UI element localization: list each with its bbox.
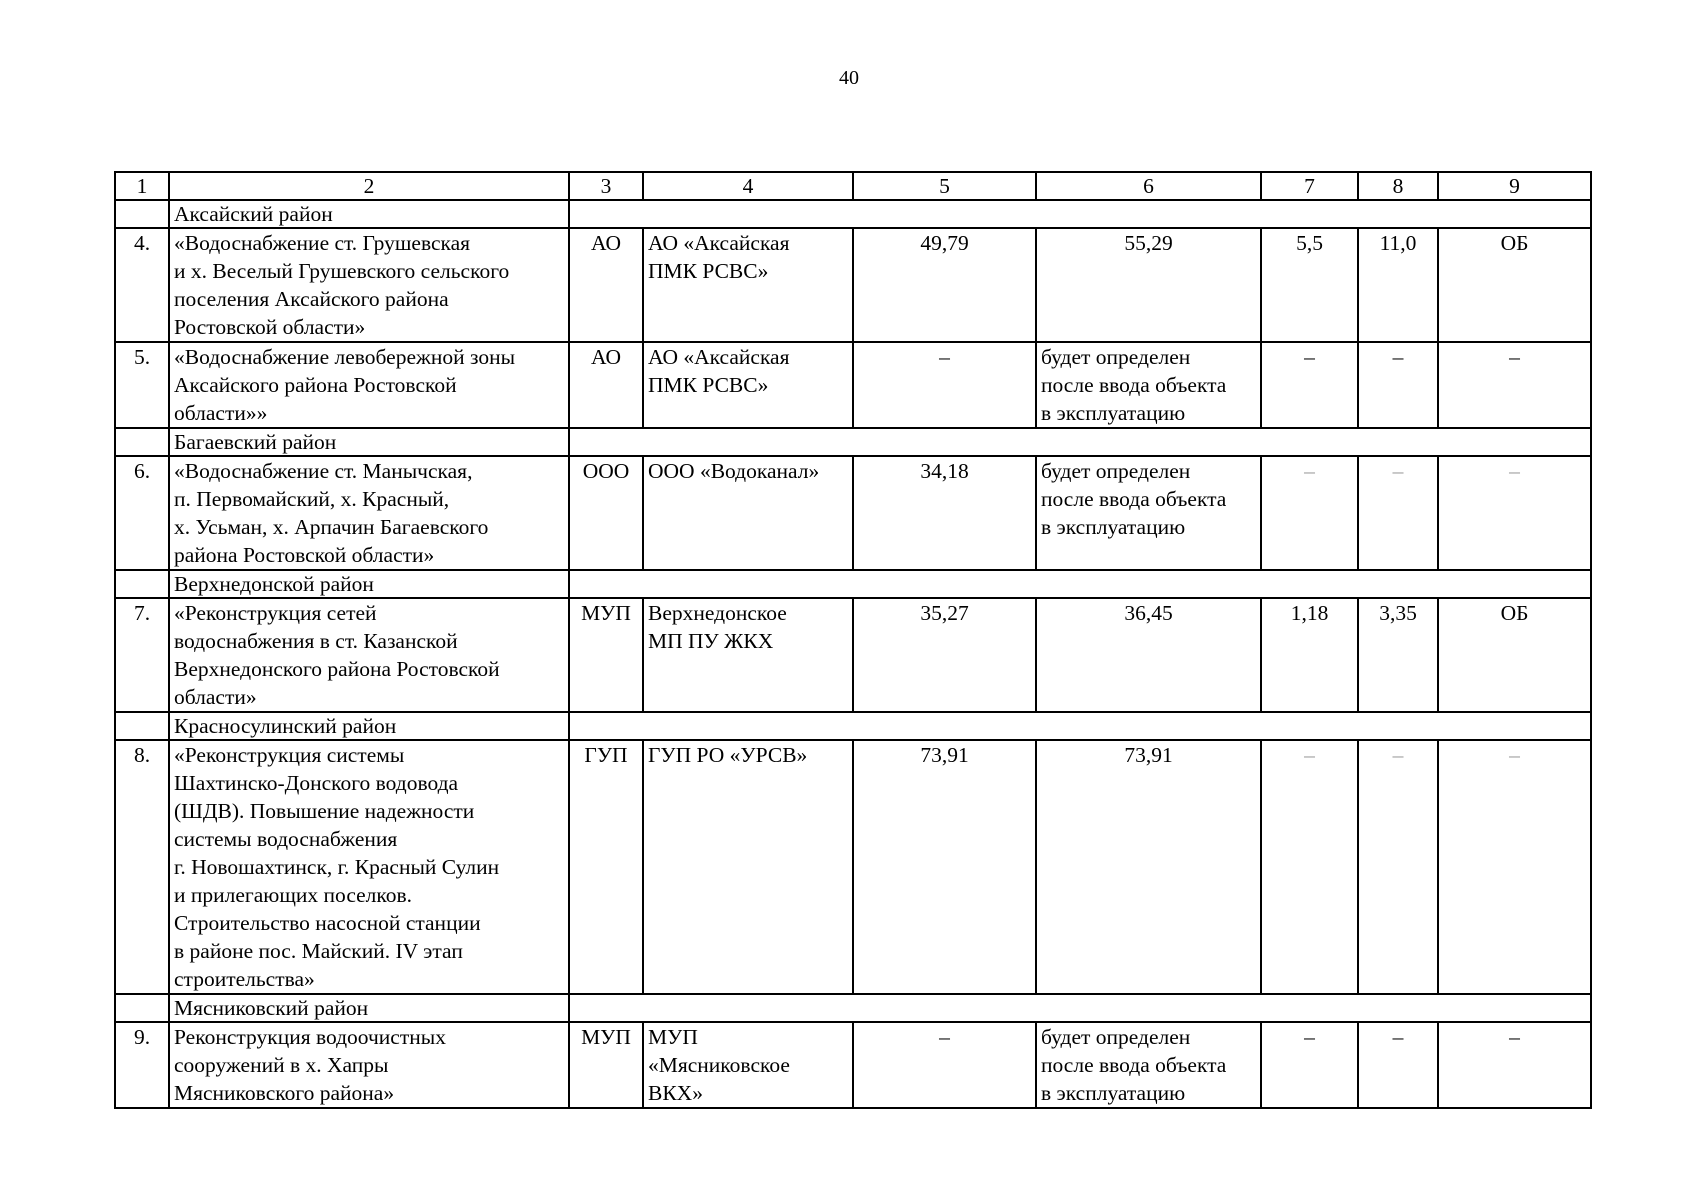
table-row [115, 228, 1591, 342]
column-header: 1 [115, 172, 169, 200]
row-number: 9. [115, 1022, 169, 1108]
organization-line: АО «Аксайская [648, 345, 790, 369]
object-name-line: «Водоснабжение ст. Грушевская [174, 231, 471, 255]
object-name-line: х. Усьман, х. Арпачин Багаевского [174, 515, 489, 539]
value-col-6 [1036, 740, 1261, 994]
object-name-line: «Реконструкция системы [174, 743, 405, 767]
object-name-line: строительства» [174, 967, 315, 991]
object-name [169, 598, 569, 712]
district-empty-cell [115, 428, 169, 456]
district-name: Мясниковский район [169, 994, 569, 1022]
object-name-line: в районе пос. Майский. IV этап [174, 939, 463, 963]
district-empty-cell [115, 570, 169, 598]
column-header: 5 [853, 172, 1036, 200]
value-col-8: 3,35 [1358, 598, 1438, 712]
value-col-7: – [1261, 740, 1358, 994]
district-empty-span [569, 570, 1591, 598]
object-name [169, 740, 569, 994]
value-col-8: – [1358, 1022, 1438, 1108]
district-name: Багаевский район [169, 428, 569, 456]
funding-source: – [1438, 456, 1591, 570]
object-name-line: и прилегающих поселков. [174, 883, 413, 907]
object-name [169, 1022, 569, 1108]
column-header: 3 [569, 172, 643, 200]
value-col-8: 11,0 [1358, 228, 1438, 342]
table-body [115, 172, 1591, 1108]
organization [643, 342, 853, 428]
object-name [169, 342, 569, 428]
organization-line: ВКХ» [648, 1081, 703, 1105]
org-type: ООО [569, 456, 643, 570]
value-col-5: 49,79 [853, 228, 1036, 342]
value-col-5: – [853, 1022, 1036, 1108]
table-row [115, 342, 1591, 428]
district-empty-cell [115, 994, 169, 1022]
row-number: 6. [115, 456, 169, 570]
organization-line: «Мясниковское [648, 1053, 790, 1077]
value-col-8: – [1358, 740, 1438, 994]
district-empty-span [569, 200, 1591, 228]
object-name-line: области» [174, 685, 257, 709]
column-header: 9 [1438, 172, 1591, 200]
object-name-line: Верхнедонского района Ростовской [174, 657, 500, 681]
investment-table [114, 171, 1592, 1109]
value-col-6 [1036, 598, 1261, 712]
value-col-6-line: в эксплуатацию [1041, 401, 1186, 425]
object-name-line: района Ростовской области» [174, 543, 435, 567]
object-name [169, 456, 569, 570]
object-name-line: системы водоснабжения [174, 827, 398, 851]
funding-source: – [1438, 1022, 1591, 1108]
table-row [115, 598, 1591, 712]
value-col-6 [1036, 456, 1261, 570]
column-header: 2 [169, 172, 569, 200]
object-name [169, 228, 569, 342]
organization [643, 1022, 853, 1108]
organization [643, 228, 853, 342]
organization-line: ГУП РО «УРСВ» [648, 743, 808, 767]
value-col-8: – [1358, 456, 1438, 570]
value-col-7: – [1261, 456, 1358, 570]
column-header: 4 [643, 172, 853, 200]
object-name-line: «Водоснабжение левобережной зоны [174, 345, 516, 369]
value-col-7: – [1261, 1022, 1358, 1108]
object-name-line: «Водоснабжение ст. Манычская, [174, 459, 473, 483]
column-header: 6 [1036, 172, 1261, 200]
value-col-6 [1036, 1022, 1261, 1108]
district-name: Красносулинский район [169, 712, 569, 740]
object-name-line: г. Новошахтинск, г. Красный Сулин [174, 855, 500, 879]
row-number: 4. [115, 228, 169, 342]
column-header: 7 [1261, 172, 1358, 200]
object-name-line: сооружений в х. Хапры [174, 1053, 389, 1077]
funding-source: ОБ [1438, 598, 1591, 712]
object-name-line: Реконструкция водоочистных [174, 1025, 446, 1049]
district-row [115, 994, 1591, 1022]
org-type: МУП [569, 1022, 643, 1108]
object-name-line: п. Первомайский, х. Красный, [174, 487, 450, 511]
value-col-6-line: 73,91 [1124, 743, 1173, 767]
district-name: Аксайский район [169, 200, 569, 228]
organization [643, 456, 853, 570]
object-name-line: Ростовской области» [174, 315, 366, 339]
organization-line: МП ПУ ЖКХ [648, 629, 774, 653]
district-row [115, 570, 1591, 598]
row-number: 5. [115, 342, 169, 428]
district-row [115, 428, 1591, 456]
district-empty-span [569, 712, 1591, 740]
object-name-line: Аксайского района Ростовской [174, 373, 457, 397]
org-type: АО [569, 228, 643, 342]
district-empty-span [569, 994, 1591, 1022]
table-row [115, 456, 1591, 570]
district-empty-span [569, 428, 1591, 456]
value-col-6-line: 36,45 [1124, 601, 1173, 625]
district-row [115, 200, 1591, 228]
object-name-line: области»» [174, 401, 268, 425]
object-name-line: Мясниковского района» [174, 1081, 395, 1105]
value-col-6-line: после ввода объекта [1041, 1053, 1227, 1077]
funding-source: – [1438, 342, 1591, 428]
object-name-line: «Реконструкция сетей [174, 601, 377, 625]
organization-line: ПМК РСВС» [648, 373, 769, 397]
value-col-6-line: будет определен [1041, 345, 1191, 369]
value-col-6-line: 55,29 [1124, 231, 1173, 255]
district-name: Верхнедонской район [169, 570, 569, 598]
district-empty-cell [115, 712, 169, 740]
value-col-5: 35,27 [853, 598, 1036, 712]
funding-source: ОБ [1438, 228, 1591, 342]
value-col-7: 5,5 [1261, 228, 1358, 342]
value-col-6 [1036, 228, 1261, 342]
organization-line: ООО «Водоканал» [648, 459, 820, 483]
table-row [115, 1022, 1591, 1108]
value-col-6-line: после ввода объекта [1041, 487, 1227, 511]
object-name-line: поселения Аксайского района [174, 287, 449, 311]
value-col-7: 1,18 [1261, 598, 1358, 712]
table-row [115, 740, 1591, 994]
organization [643, 598, 853, 712]
row-number: 8. [115, 740, 169, 994]
value-col-6-line: в эксплуатацию [1041, 515, 1186, 539]
value-col-6-line: будет определен [1041, 1025, 1191, 1049]
row-number: 7. [115, 598, 169, 712]
object-name-line: и х. Веселый Грушевского сельского [174, 259, 510, 283]
org-type: АО [569, 342, 643, 428]
object-name-line: водоснабжения в ст. Казанской [174, 629, 458, 653]
org-type: ГУП [569, 740, 643, 994]
district-empty-cell [115, 200, 169, 228]
value-col-5: 34,18 [853, 456, 1036, 570]
organization-line: АО «Аксайская [648, 231, 790, 255]
value-col-6-line: будет определен [1041, 459, 1191, 483]
value-col-6 [1036, 342, 1261, 428]
page-number: 40 [839, 67, 859, 89]
object-name-line: Строительство насосной станции [174, 911, 481, 935]
organization-line: Верхнедонское [648, 601, 787, 625]
value-col-7: – [1261, 342, 1358, 428]
value-col-8: – [1358, 342, 1438, 428]
organization-line: ПМК РСВС» [648, 259, 769, 283]
org-type: МУП [569, 598, 643, 712]
value-col-5: 73,91 [853, 740, 1036, 994]
column-header: 8 [1358, 172, 1438, 200]
value-col-6-line: после ввода объекта [1041, 373, 1227, 397]
object-name-line: Шахтинско-Донского водовода [174, 771, 459, 795]
object-name-line: (ШДВ). Повышение надежности [174, 799, 475, 823]
value-col-6-line: в эксплуатацию [1041, 1081, 1186, 1105]
value-col-5: – [853, 342, 1036, 428]
district-row [115, 712, 1591, 740]
organization [643, 740, 853, 994]
column-number-row [115, 172, 1591, 200]
funding-source: – [1438, 740, 1591, 994]
organization-line: МУП [648, 1025, 698, 1049]
